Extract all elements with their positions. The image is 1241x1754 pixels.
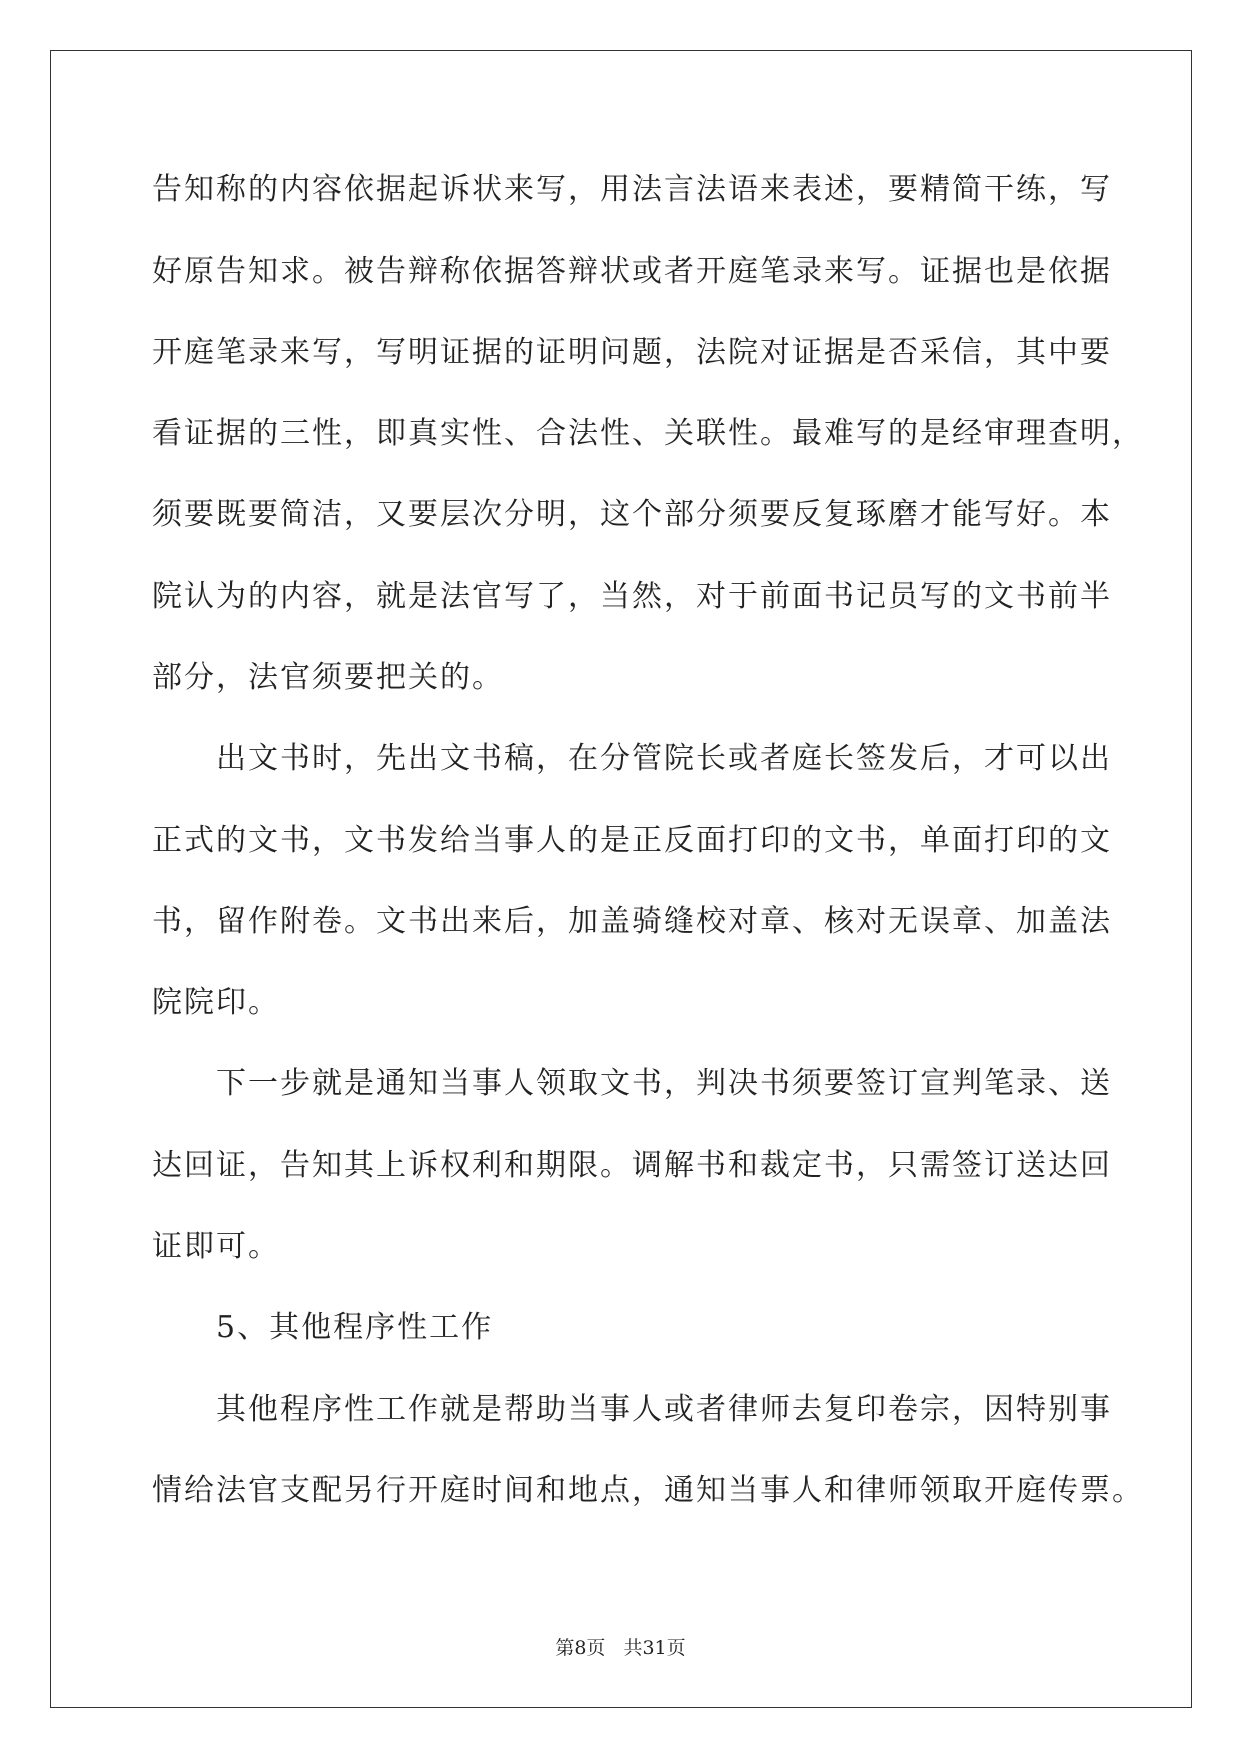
text-line: 好原告知求。被告辩称依据答辩状或者开庭笔录来写。证据也是依据	[152, 254, 1112, 289]
text-line: 正式的文书，文书发给当事人的是正反面打印的文书，单面打印的文	[152, 823, 1112, 858]
text-line: 院院印。	[152, 985, 280, 1020]
page-border	[50, 50, 1192, 1708]
text-line: 书，留作附卷。文书出来后，加盖骑缝校对章、核对无误章、加盖法	[152, 904, 1112, 939]
paragraph-first-line: 出文书时，先出文书稿，在分管院长或者庭长签发后，才可以出	[216, 741, 1112, 776]
text-line: 告知称的内容依据起诉状来写，用法言法语来表述，要精简干练，写	[152, 172, 1112, 207]
text-line: 须要既要简洁，又要层次分明，这个部分须要反复琢磨才能写好。本	[152, 497, 1112, 532]
text-line: 部分，法官须要把关的。	[152, 660, 504, 695]
text-line: 开庭笔录来写，写明证据的证明问题，法院对证据是否采信，其中要	[152, 335, 1112, 370]
page-total: 共31页	[623, 1637, 686, 1659]
text-line: 看证据的三性，即真实性、合法性、关联性。最难写的是经审理查明，	[152, 416, 1144, 451]
paragraph-first-line: 下一步就是通知当事人领取文书，判决书须要签订宣判笔录、送	[216, 1066, 1112, 1101]
page-footer	[0, 1633, 1241, 1660]
page-number: 第8页	[555, 1637, 606, 1659]
text-line: 情给法官支配另行开庭时间和地点，通知当事人和律师领取开庭传票。	[152, 1473, 1144, 1508]
text-line: 证即可。	[152, 1229, 280, 1264]
text-line: 达回证，告知其上诉权利和期限。调解书和裁定书，只需签订送达回	[152, 1148, 1112, 1183]
text-line: 院认为的内容，就是法官写了，当然，对于前面书记员写的文书前半	[152, 579, 1112, 614]
section-heading: 5、其他程序性工作	[216, 1310, 494, 1345]
paragraph-first-line: 其他程序性工作就是帮助当事人或者律师去复印卷宗，因特别事	[216, 1392, 1112, 1427]
